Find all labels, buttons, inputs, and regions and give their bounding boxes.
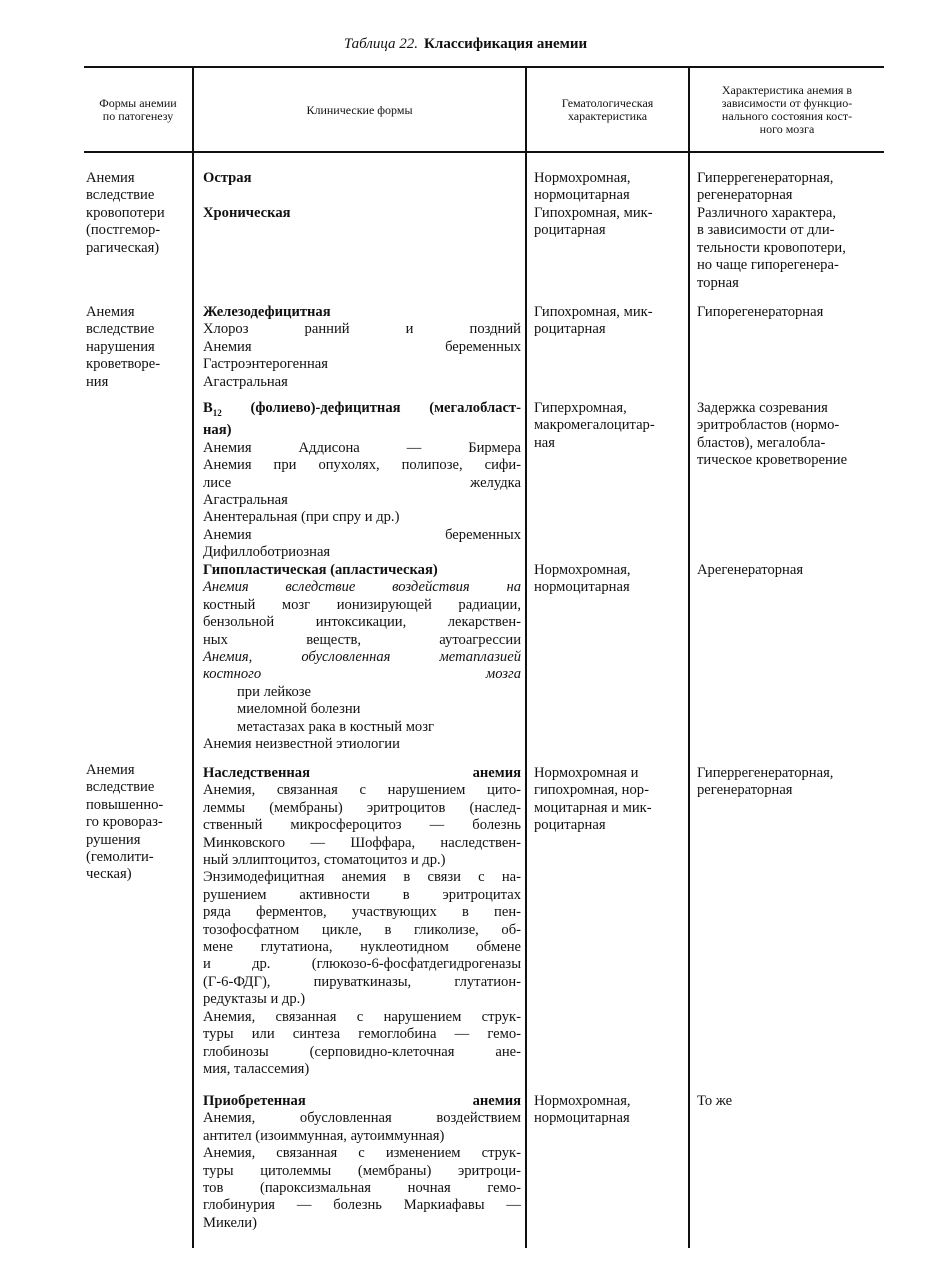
cell-line: Анемия вследствие воздействия на bbox=[203, 579, 521, 596]
cell-line: костного мозга bbox=[203, 666, 521, 683]
header-line: Характеристика анемия в bbox=[721, 83, 853, 97]
cell-line: тическое кроветворение bbox=[697, 452, 848, 469]
cell-line: Нормохромная, bbox=[534, 1093, 631, 1109]
cell-line: регенераторная bbox=[697, 782, 793, 799]
cell-line: Анентеральная (при спру и др.) bbox=[203, 509, 400, 526]
cell-line: ния bbox=[86, 373, 109, 390]
clinical-forms-cell bbox=[203, 205, 521, 222]
cell-line: Анемия при опухолях, полипозе, сифи- bbox=[203, 457, 521, 474]
cell-line: глобинурия — болезнь Маркиафавы — bbox=[203, 1197, 521, 1214]
table-title bbox=[0, 36, 931, 53]
cell-line: роцитарная bbox=[534, 222, 606, 239]
cell-line: костный мозг ионизирующей радиации, bbox=[203, 596, 521, 613]
cell-line: туры цитолеммы (мембраны) эритроци- bbox=[203, 1162, 521, 1179]
cell-line: тов (пароксизмальная ночная гемо- bbox=[203, 1180, 521, 1197]
table-top-rule bbox=[84, 66, 884, 68]
cell-line: Минковского — Шоффара, наследствен- bbox=[203, 834, 521, 851]
cell-line: Гастроэнтерогенная bbox=[203, 356, 328, 373]
cell-line: Хлороз ранний и поздний bbox=[203, 321, 521, 338]
cell-line: торная bbox=[697, 274, 739, 291]
cell-line: (постгемор- bbox=[86, 222, 161, 239]
cell-line: Острая bbox=[203, 170, 252, 186]
cell-line: ческая) bbox=[86, 866, 132, 883]
header-marrow-function bbox=[690, 70, 884, 150]
cell-line: нормоцитарная bbox=[534, 1110, 630, 1127]
cell-line: ственный микросфероцитоз — болезнь bbox=[203, 817, 521, 834]
cell-line: Анемия bbox=[86, 762, 135, 778]
clinical-forms-cell bbox=[203, 170, 521, 187]
cell-line: Анемия, связанная с изменением струк- bbox=[203, 1145, 521, 1162]
cell-line: ная) bbox=[203, 422, 232, 439]
cell-line: лисе желудка bbox=[203, 474, 521, 491]
cell-line: роцитарная bbox=[534, 817, 606, 834]
cell-line: (Г-6-ФДГ), пируваткиназы, глутатион- bbox=[203, 973, 521, 990]
header-clinical-forms bbox=[194, 70, 525, 150]
header-line: Формы анемии bbox=[99, 96, 177, 110]
cell-line: Гиперрегенераторная, bbox=[697, 765, 834, 781]
cell-line: Нормохромная, bbox=[534, 562, 631, 578]
cell-line: роцитарная bbox=[534, 321, 606, 338]
cell-line: моцитарная и мик- bbox=[534, 799, 652, 816]
column-divider-1 bbox=[192, 68, 194, 1248]
cell-line: вследствие bbox=[86, 187, 155, 204]
cell-line: вследствие bbox=[86, 779, 155, 796]
header-line: по патогенезу bbox=[102, 109, 174, 123]
pathogenesis-cell bbox=[86, 304, 190, 391]
header-line: зависимости от функцио- bbox=[721, 96, 853, 110]
table-caption: Классификация анемии bbox=[424, 36, 588, 52]
hematological-cell bbox=[534, 765, 684, 835]
marrow-function-cell bbox=[697, 304, 883, 321]
column-divider-2 bbox=[525, 68, 527, 1248]
cell-line: нормоцитарная bbox=[534, 579, 630, 596]
header-line: характеристика bbox=[567, 109, 648, 123]
marrow-function-cell bbox=[697, 170, 883, 205]
cell-line: регенераторная bbox=[697, 187, 793, 204]
cell-line: при лейкозе bbox=[237, 683, 312, 700]
header-hematological bbox=[527, 70, 688, 150]
cell-line: Анемия, обусловленная метаплазией bbox=[203, 649, 521, 666]
cell-line: Приобретенная анемия bbox=[203, 1093, 521, 1109]
cell-line: но чаще гипорегенера- bbox=[697, 257, 839, 274]
header-line: нального состояния кост- bbox=[721, 109, 853, 123]
cell-line: эритробластов (нормо- bbox=[697, 417, 840, 434]
header-pathogenesis bbox=[84, 70, 192, 150]
hematological-cell bbox=[534, 562, 684, 597]
cell-line: Анемия Аддисона — Бирмера bbox=[203, 439, 521, 456]
cell-line: ный эллиптоцитоз, стоматоцитоз и др.) bbox=[203, 852, 446, 869]
cell-line: мия, талассемия) bbox=[203, 1060, 310, 1077]
cell-line: миеломной болезни bbox=[237, 701, 361, 718]
clinical-forms-cell bbox=[203, 765, 521, 1078]
cell-line: ных веществ, аутоагрессии bbox=[203, 631, 521, 648]
cell-line: бензольной интоксикации, лекарствен- bbox=[203, 614, 521, 631]
cell-line: Арегенераторная bbox=[697, 562, 804, 578]
cell-line: в зависимости от дли- bbox=[697, 222, 835, 239]
header-line: Клинические формы bbox=[306, 102, 413, 117]
cell-line: Гипорегенераторная bbox=[697, 304, 824, 320]
cell-line: тозофосфатном цикле, в гликолизе, об- bbox=[203, 921, 521, 938]
cell-line: вследствие bbox=[86, 321, 155, 338]
cell-line: ряда ферментов, участвующих в пен- bbox=[203, 904, 521, 921]
cell-line: $B_{12}$ (фолиево)-дефицитная (мегалобласт- bbox=[203, 400, 521, 418]
cell-line: нарушения bbox=[86, 338, 155, 355]
cell-line: Энзимодефицитная анемия в связи с на- bbox=[203, 869, 521, 886]
cell-line: Микели) bbox=[203, 1214, 257, 1231]
hematological-cell bbox=[534, 1093, 684, 1128]
marrow-function-cell bbox=[697, 562, 883, 579]
cell-line: рушением активности в эритроцитах bbox=[203, 886, 521, 903]
cell-line: Наследственная анемия bbox=[203, 765, 521, 781]
cell-line: Задержка созревания bbox=[697, 400, 828, 416]
cell-line: Анемия bbox=[86, 170, 135, 186]
cell-line: Гиперрегенераторная, bbox=[697, 170, 834, 186]
header-bottom-rule bbox=[84, 151, 884, 153]
cell-line: Анемия, обусловленная воздействием bbox=[203, 1110, 521, 1127]
cell-line: Нормохромная и bbox=[534, 765, 639, 781]
cell-line: гипохромная, нор- bbox=[534, 782, 649, 799]
marrow-function-cell bbox=[697, 1093, 883, 1110]
cell-line: Анемия, связанная с нарушением цито- bbox=[203, 782, 521, 799]
header-line: ного мозга bbox=[759, 122, 815, 136]
cell-line: и др. (глюкозо-6-фосфатдегидрогеназы bbox=[203, 956, 521, 973]
cell-line: антител (изоиммунная, аутоиммунная) bbox=[203, 1127, 445, 1144]
cell-line: бластов), мегалобла- bbox=[697, 434, 826, 451]
cell-line: Анемия bbox=[86, 304, 135, 320]
cell-line: Железодефицитная bbox=[203, 304, 331, 320]
pathogenesis-cell bbox=[86, 170, 190, 257]
cell-line: Гипохромная, мик- bbox=[534, 304, 653, 320]
cell-line: метастазах рака в костный мозг bbox=[237, 718, 434, 735]
cell-line: леммы (мембраны) эритроцитов (наслед- bbox=[203, 799, 521, 816]
marrow-function-cell bbox=[697, 205, 883, 292]
cell-line: Анемия беременных bbox=[203, 526, 521, 543]
cell-line: мене глутатиона, нуклеотидном обмене bbox=[203, 939, 521, 956]
hematological-cell bbox=[534, 304, 684, 339]
cell-line: го кровораз- bbox=[86, 814, 163, 831]
cell-line: Хроническая bbox=[203, 205, 291, 221]
pathogenesis-cell bbox=[86, 762, 190, 884]
cell-line: Анемия неизвестной этиологии bbox=[203, 736, 400, 753]
cell-line: Гиперхромная, bbox=[534, 400, 627, 416]
hematological-cell bbox=[534, 205, 684, 240]
hematological-cell bbox=[534, 400, 684, 452]
clinical-forms-cell bbox=[203, 1093, 521, 1232]
cell-line: глобинозы (серповидно-клеточная ане- bbox=[203, 1043, 521, 1060]
column-divider-3 bbox=[688, 68, 690, 1248]
marrow-function-cell bbox=[697, 400, 883, 470]
cell-line: (гемолити- bbox=[86, 849, 154, 866]
cell-line: повышенно- bbox=[86, 796, 164, 813]
cell-line: Гипохромная, мик- bbox=[534, 205, 653, 221]
cell-line: Нормохромная, bbox=[534, 170, 631, 186]
cell-line: макромегалоцитар- bbox=[534, 417, 655, 434]
cell-line: туры или синтеза гемоглобина — гемо- bbox=[203, 1026, 521, 1043]
cell-line: тельности кровопотери, bbox=[697, 239, 846, 256]
clinical-forms-cell bbox=[203, 400, 521, 562]
clinical-forms-cell bbox=[203, 562, 521, 753]
cell-line: Различного характера, bbox=[697, 205, 836, 221]
cell-line: Агастральная bbox=[203, 373, 288, 390]
cell-line: Анемия беременных bbox=[203, 338, 521, 355]
cell-line: Анемия, связанная с нарушением струк- bbox=[203, 1008, 521, 1025]
cell-line: То же bbox=[697, 1093, 733, 1109]
clinical-forms-cell bbox=[203, 304, 521, 391]
marrow-function-cell bbox=[697, 765, 883, 800]
cell-line: кроветворе- bbox=[86, 356, 161, 373]
cell-line: нормоцитарная bbox=[534, 187, 630, 204]
cell-line: рагическая) bbox=[86, 239, 160, 256]
cell-line: Агастральная bbox=[203, 491, 288, 508]
cell-line: ная bbox=[534, 434, 555, 451]
hematological-cell bbox=[534, 170, 684, 205]
table-number: Таблица 22. bbox=[343, 36, 419, 52]
cell-line: рушения bbox=[86, 831, 141, 848]
cell-line: Дифиллоботриозная bbox=[203, 544, 331, 561]
cell-line: Гипопластическая (апластическая) bbox=[203, 562, 438, 578]
cell-line: редуктазы и др.) bbox=[203, 991, 306, 1008]
cell-line: кровопотери bbox=[86, 204, 165, 221]
header-line: Гематологическая bbox=[561, 96, 654, 110]
